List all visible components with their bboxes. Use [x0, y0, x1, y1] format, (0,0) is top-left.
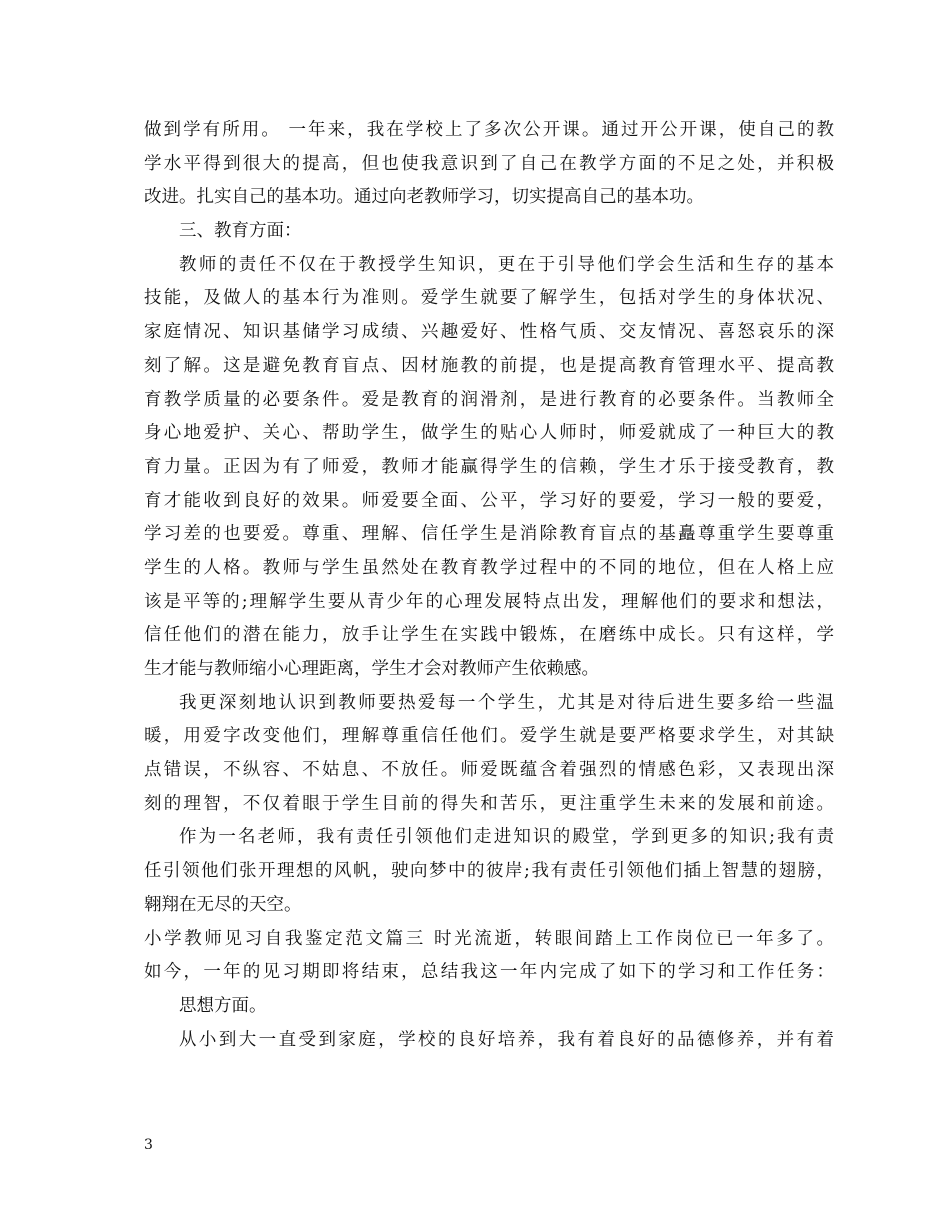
text-line: 思想方面。 [179, 995, 267, 1016]
text-line: 改进。扎实自己的基本功。通过向老教师学习，切实提高自己的基本功。 [144, 187, 704, 208]
text-line: 刻了解。这是避免教育盲点、因材施教的前提，也是提高教育管理水平、提高教 [144, 355, 834, 376]
text-line: 三、教育方面： [179, 221, 302, 242]
text-line: 育教学质量的必要条件。爱是教育的润滑剂，是进行教育的必要条件。当教师全 [144, 389, 834, 410]
text-line: 身心地爱护、关心、帮助学生，做学生的贴心人师时，师爱就成了一种巨大的教 [144, 423, 834, 444]
text-line: 家庭情况、知识基储学习成绩、兴趣爱好、性格气质、交友情况、喜怒哀乐的深 [144, 322, 834, 343]
text-line: 作为一名老师，我有责任引领他们走进知识的殿堂，学到更多的知识;我有责 [179, 827, 834, 848]
text-line: 刻的理智，不仅着眼于学生目前的得失和苦乐，更注重学生未来的发展和前途。 [144, 793, 834, 814]
text-line: 生才能与教师缩小心理距离，学生才会对教师产生依赖感。 [144, 659, 599, 679]
text-line: 育力量。正因为有了师爱，教师才能赢得学生的信赖，学生才乐于接受教育，教 [144, 456, 834, 477]
text-line: 我更深刻地认识到教师要热爱每一个学生，尤其是对待后进生要多给一些温 [179, 692, 834, 713]
text-line: 信任他们的潜在能力，放手让学生在实践中锻炼，在磨练中成长。只有这样，学 [144, 625, 834, 646]
document-body [144, 114, 834, 1057]
text-line: 学习差的也要爱。尊重、理解、信任学生是消除教育盲点的基矗尊重学生要尊重 [144, 524, 834, 545]
text-line: 学生的人格。教师与学生虽然处在教育教学过程中的不同的地位，但在人格上应 [144, 557, 834, 578]
text-line: 育才能收到良好的效果。师爱要全面、公平，学习好的要爱，学习一般的要爱， [144, 490, 834, 511]
text-line: 小学教师见习自我鉴定范文篇三 时光流逝，转眼间踏上工作岗位已一年多了。 [144, 928, 834, 949]
text-line: 做到学有所用。 一年来，我在学校上了多次公开课。通过开公开课，使自己的教 [144, 120, 834, 140]
text-line: 点错误，不纵容、不姑息、不放任。师爱既蕴含着强烈的情感色彩，又表现出深 [144, 760, 834, 781]
text-line: 技能，及做人的基本行为准则。爱学生就要了解学生，包括对学生的身体状况、 [144, 288, 834, 309]
text-line: 教师的责任不仅在于教授学生知识，更在于引导他们学会生活和生存的基本 [179, 254, 834, 275]
text-line: 翱翔在无尽的天空。 [144, 894, 302, 915]
text-line: 学水平得到很大的提高，但也使我意识到了自己在教学方面的不足之处，并积极 [144, 153, 834, 174]
text-line: 暖，用爱字改变他们，理解尊重信任他们。爱学生就是要严格要求学生，对其缺 [144, 726, 834, 747]
page-number: 3 [144, 1137, 153, 1153]
text-line: 从小到大一直受到家庭，学校的良好培养，我有着良好的品德修养，并有着 [179, 1029, 834, 1050]
text-line: 任引领他们张开理想的风帆，驶向梦中的彼岸;我有责任引领他们插上智慧的翅膀， [144, 861, 834, 882]
text-line: 该是平等的;理解学生要从青少年的心理发展特点出发，理解他们的要求和想法， [144, 591, 834, 612]
text-line: 如今，一年的见习期即将结束，总结我这一年内完成了如下的学习和工作任务： [144, 962, 834, 983]
